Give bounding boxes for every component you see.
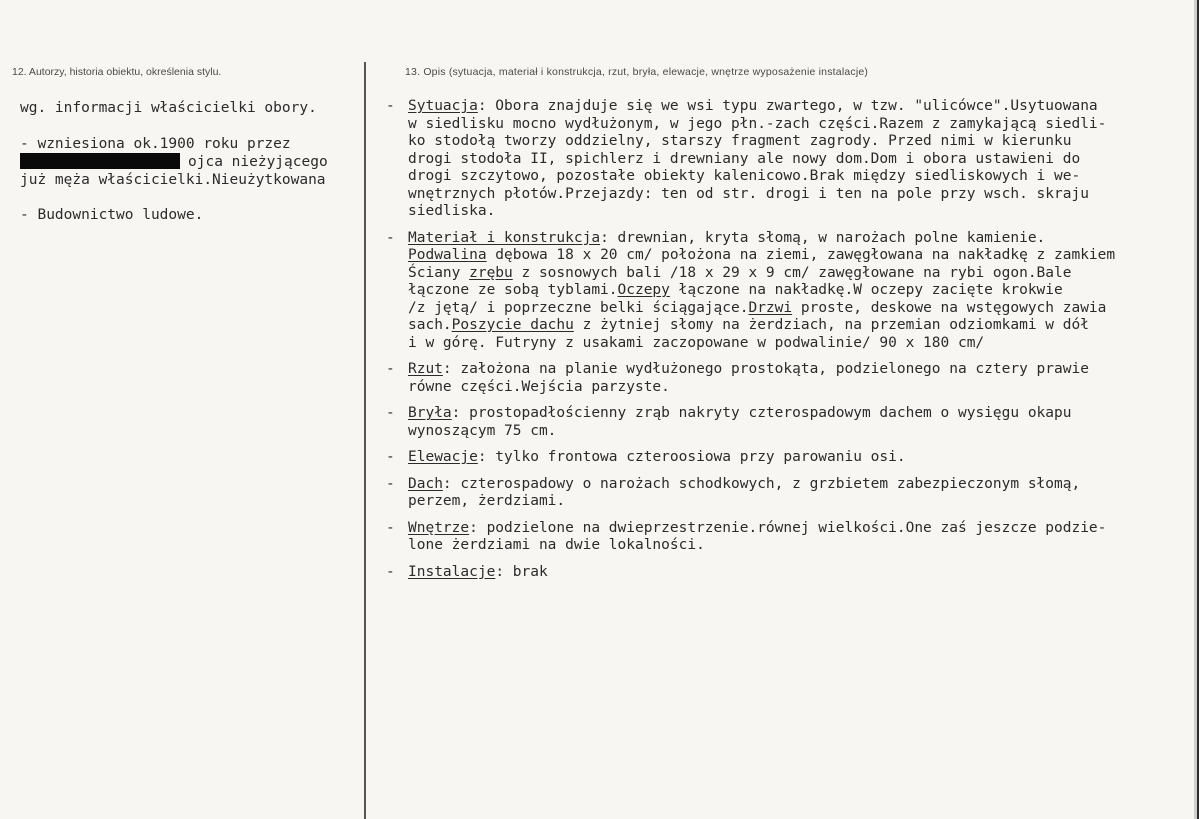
section-13-header: 13. Opis (sytuacja, materiał i konstrukcja, rzut, bryła, elewacje, wnętrze wyposażenie instalacje) (405, 66, 869, 78)
entry-label: Dach (408, 475, 443, 492)
entry-material: - Materiał i konstrukcja: drewnian, kryta słomą, w narożach polne kamienie. Podwalina dębowa 18 x 20 cm/ położona na ziemi, zawęgłowana na nakładkę z zamkiem Ściany zrębu z sosnowych bali /18 x 29 x 9 cm/ zawęgłowane na rybi ogon.Bale łączone ze sobą tyblami.Oczepy łączone na nakładkę.W oczepy zacięte krokwie /z jętą/ i poprzeczne belki ściągające.Drzwi proste, deskowe na wstęgowych zawia sach.Poszycie dachu z żytniej słomy na żerdziach, na przemian odziomkami w dół i w górę. Futryny z usakami zaczopowane w podwalinie/ 90 x 180 cm/ (386, 229, 1116, 351)
entry-label: Elewacje (408, 449, 478, 465)
history-line-1: - wzniesiona ok.1900 roku przez (20, 135, 291, 152)
entry-bryla: - Bryła: prostopadłościenny zrąb nakryty czterospadowym dachem o wysięgu okapu wynoszącym 75 cm. (386, 405, 1072, 439)
entry-label: Bryła (408, 405, 452, 421)
entry-label: Instalacje (408, 563, 496, 580)
construction-history (20, 136, 365, 190)
source-note: wg. informacji właścicielki obory. (20, 100, 317, 116)
entry-wnetrze: - Wnętrze: podzielone na dwieprzestrzenie.równej wielkości.One zaś jeszcze podzie- lone żerdziami na dwie lokalności. (386, 519, 1107, 553)
authors-history-column (20, 100, 365, 243)
entry-elewacje: - Elewacje: tylko frontowa czteroosiowa przy parowaniu osi. (386, 449, 906, 465)
entry-label: Wnętrze (408, 519, 470, 536)
style-note: - Budownictwo ludowe. (20, 207, 204, 223)
entry-sytuacja: - Sytuacja: Obora znajduje się we wsi typu zwartego, w tzw. "ulicówce".Usytuowana w siedlisku mocno wydłużonym, w jego płn.-zach części.Razem z zamykającą siedli- ko stodołą tworzy oddzielny, starszy fragment zagrody. Przed nimi w kierunku drogi stodoła II, spichlerz i drewniany ale nowy dom.Dom i obora ustawieni do drogi szczytowo, pozostałe obiekty kalenicowo.Brak między siedliskowych i we- wnętrznych płotów.Przejazdy: ten od str. drogi i ten na pole przy wsch. skraju siedliska. (386, 98, 1107, 219)
description-column (386, 98, 1194, 590)
entry-label: Materiał i konstrukcja (408, 229, 601, 246)
entry-rzut: - Rzut: założona na planie wydłużonego prostokąta, podzielonego na cztery prawie równe części.Wejścia parzyste. (386, 361, 1089, 395)
section-12-header: 12. Autorzy, historia obiektu, określenia stylu. (12, 66, 222, 78)
history-line-2: ojca nieżyjącego (20, 153, 365, 172)
entry-instalacje: - Instalacje: brak (386, 563, 548, 580)
redacted-name (20, 153, 180, 169)
entry-label: Rzut (408, 361, 443, 377)
history-line-3: już męża właścicielki.Nieużytkowana (20, 171, 326, 188)
entry-label: Sytuacja (408, 98, 478, 114)
entry-dach: - Dach: czterospadowy o narożach schodkowych, z grzbietem zabezpieczonym słomą, perzem, żerdziami. (386, 475, 1081, 509)
